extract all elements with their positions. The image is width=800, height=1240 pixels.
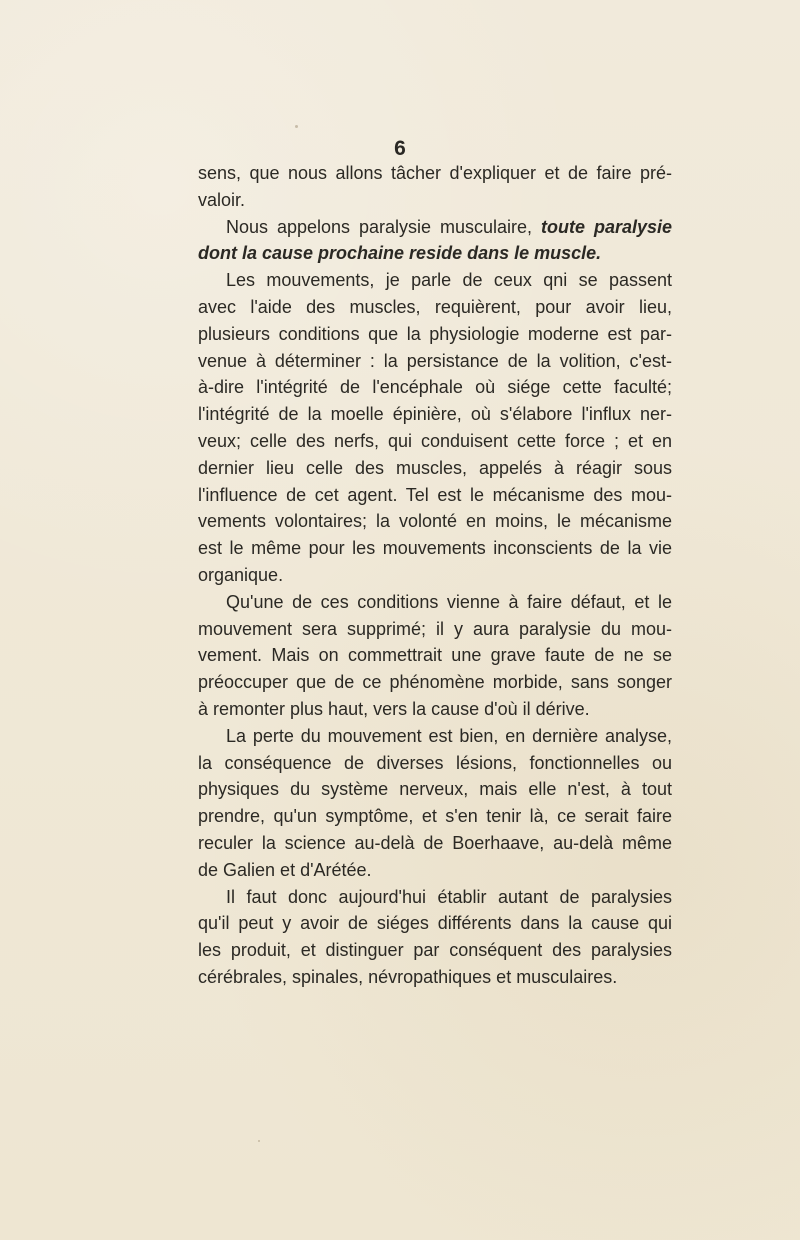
text-line: à-dire l'intégrité de l'encéphale où siége cette faculté; <box>198 377 672 398</box>
text-line: de Galien et d'Arétée. <box>198 859 372 880</box>
text-line: Les mouvements, je parle de ceux qni se passent <box>226 270 672 291</box>
text-line: qu'il peut y avoir de siéges différents dans la cause qui <box>198 913 672 934</box>
text-line: mouvement sera supprimé; il y aura paralysie du mou- <box>198 618 672 639</box>
text-line: l'intégrité de la moelle épinière, où s'élabore l'influx ner- <box>198 404 672 425</box>
text-line: Il faut donc aujourd'hui établir autant de paralysies <box>226 886 672 907</box>
emphasized-text: toute paralysie <box>541 216 673 237</box>
text-line: à remonter plus haut, vers la cause d'où il dérive. <box>198 698 590 719</box>
text-line: valoir. <box>198 189 246 210</box>
text-line: physiques du système nerveux, mais elle n'est, à tout <box>198 779 672 800</box>
text-line: prendre, qu'un symptôme, et s'en tenir là, ce serait faire <box>198 806 672 827</box>
page-number: 6 <box>394 137 406 160</box>
text-line: reculer la science au-delà de Boerhaave, au-delà même <box>198 832 672 853</box>
text-line <box>198 214 672 241</box>
paper-speck <box>295 125 298 128</box>
text-line: La perte du mouvement est bien, en dernière analyse, <box>226 725 672 746</box>
text-line: plusieurs conditions que la physiologie moderne est par- <box>198 323 672 344</box>
text-line: avec l'aide des muscles, requièrent, pour avoir lieu, <box>198 296 672 317</box>
text-line: cérébrales, spinales, névropathiques et musculaires. <box>198 966 618 987</box>
emphasized-text-line: dont la cause prochaine reside dans le muscle. <box>198 243 602 264</box>
paper-speck <box>258 1140 260 1142</box>
text-line: organique. <box>198 564 284 585</box>
body-text <box>198 160 672 991</box>
text-line: vements volontaires; la volonté en moins, le mécanisme <box>198 511 672 532</box>
text-line: préoccuper que de ce phénomène morbide, sans songer <box>198 672 672 693</box>
text-line-start: Nous appelons paralysie musculaire, <box>226 216 541 237</box>
text-line: veux; celle des nerfs, qui conduisent cette force ; et en <box>198 430 672 451</box>
text-line: la conséquence de diverses lésions, fonctionnelles ou <box>198 752 672 773</box>
text-line: dernier lieu celle des muscles, appelés à réagir sous <box>198 457 672 478</box>
text-line: l'influence de cet agent. Tel est le mécanisme des mou- <box>198 484 672 505</box>
text-line: sens, que nous allons tâcher d'expliquer et de faire pré- <box>198 163 672 183</box>
text-line: Qu'une de ces conditions vienne à faire défaut, et le <box>226 591 672 612</box>
text-line: les produit, et distinguer par conséquent des paralysies <box>198 940 672 961</box>
text-line: venue à déterminer : la persistance de la volition, c'est- <box>198 350 672 371</box>
text-line: est le même pour les mouvements inconscients de la vie <box>198 538 672 559</box>
text-line: vement. Mais on commettrait une grave faute de ne se <box>198 645 672 666</box>
